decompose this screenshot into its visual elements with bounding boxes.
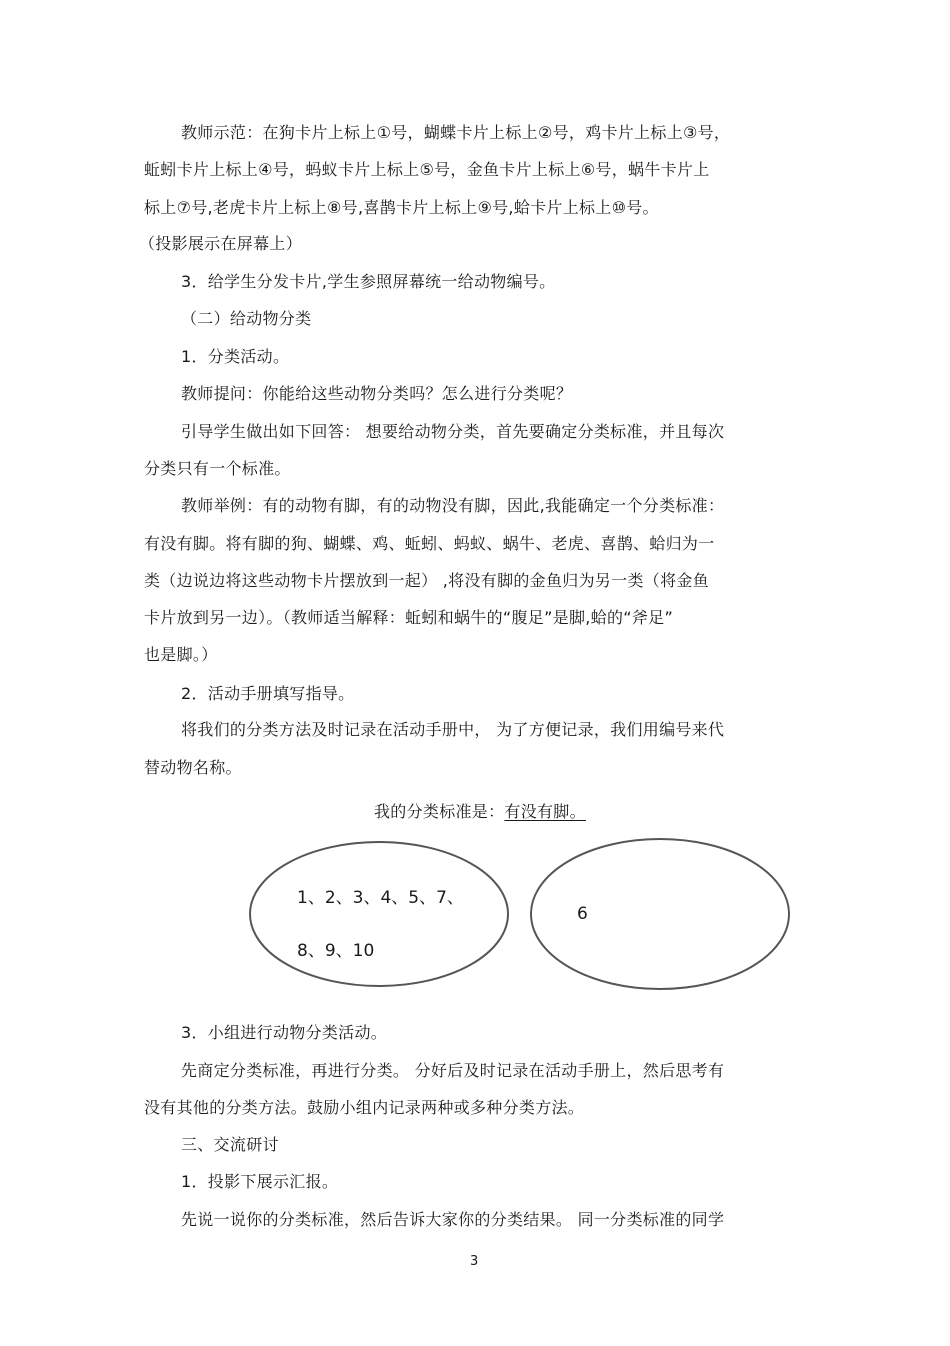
text-line: 蚯蚓卡片上标上④号，蚂蚁卡片上标上⑤号，金鱼卡片上标上⑥号，蜗牛卡片上 [144,160,710,179]
text-line: 将我们的分类方法及时记录在活动手册中， 为了方便记录，我们用编号来代 [181,720,725,739]
section-heading: （二）给动物分类 [181,309,312,328]
text-line: 也是脚。） [144,645,218,664]
text-line: 引导学生做出如下回答： 想要给动物分类，首先要确定分类标准，并且每次 [181,422,725,441]
section-heading: 三、交流研讨 [181,1135,279,1154]
text-line: 先说一说你的分类标准，然后告诉大家你的分类结果。 同一分类标准的同学 [181,1210,725,1229]
text-line: 卡片放到另一边）。（教师适当解释：蚯蚓和蜗牛的“腹足”是脚,蛤的“斧足” [144,608,674,627]
group1-numbers-line2: 8、9、10 [297,941,375,961]
text-line: 标上⑦号,老虎卡片上标上⑧号,喜鹊卡片上标上⑨号,蛤卡片上标上⑩号。 [144,198,659,217]
classification-label: 我的分类标准是： [374,802,505,821]
classification-value: 有没有脚。 [504,802,586,821]
page-number: 3 [470,1254,479,1269]
text-line: 有没有脚。将有脚的狗、蝴蝶、鸡、蚯蚓、蚂蚁、蜗牛、老虎、喜鹊、蛤归为一 [144,534,715,553]
text-line: 分类只有一个标准。 [144,459,291,478]
text-line: 3．小组进行动物分类活动。 [181,1023,388,1042]
text-line: 类（边说边将这些动物卡片摆放到一起） ,将没有脚的金鱼归为另一类（将金鱼 [144,571,709,590]
group-ellipse-right [531,839,789,989]
text-line: 教师举例：有的动物有脚，有的动物没有脚，因此,我能确定一个分类标准： [181,496,725,515]
text-line: 教师提问：你能给这些动物分类吗？怎么进行分类呢？ [181,384,573,403]
group2-numbers: 6 [577,904,588,924]
text-line: 替动物名称。 [144,758,242,777]
text-line: 3．给学生分发卡片,学生参照屏幕统一给动物编号。 [181,272,556,291]
text-line: 没有其他的分类方法。鼓励小组内记录两种或多种分类方法。 [144,1098,585,1117]
text-line: 1．投影下展示汇报。 [181,1172,339,1191]
text-line: 2．活动手册填写指导。 [181,684,355,703]
text-line: 1．分类活动。 [181,347,290,366]
text-line: 教师示范：在狗卡片上标上①号，蝴蝶卡片上标上②号，鸡卡片上标上③号， [181,123,731,142]
text-line: （投影展示在屏幕上） [139,234,303,253]
group1-numbers-line1: 1、2、3、4、5、7、 [297,888,464,908]
text-line: 先商定分类标准，再进行分类。 分好后及时记录在活动手册上，然后思考有 [181,1061,725,1080]
group-ellipse-left [250,842,508,986]
